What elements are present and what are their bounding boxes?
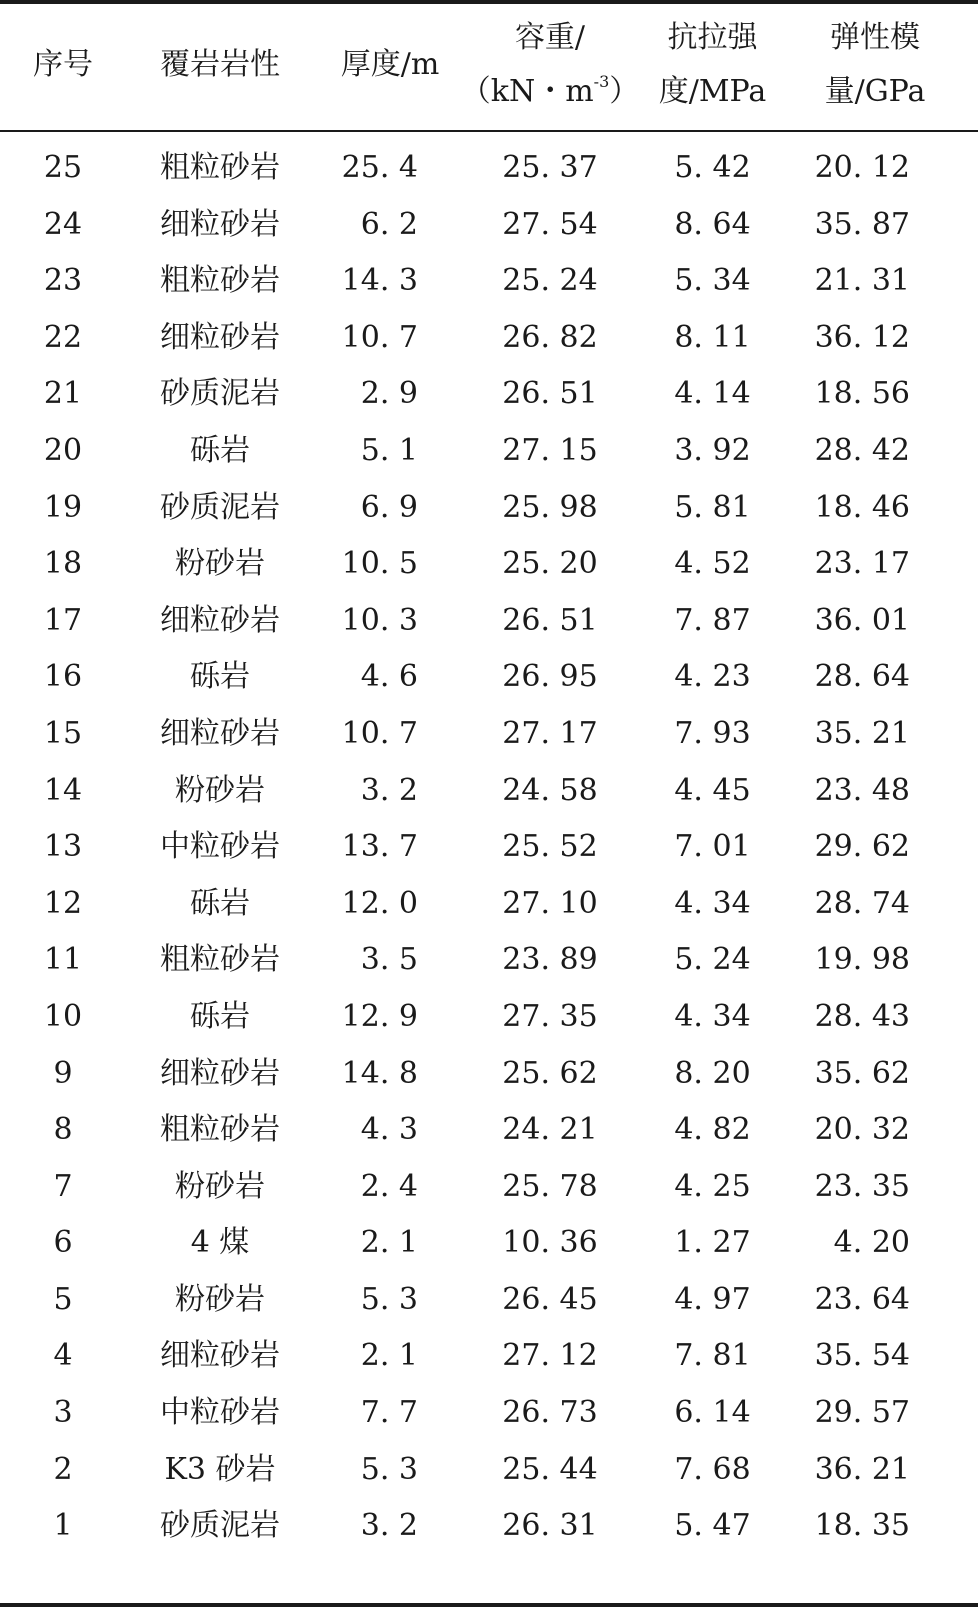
cell-no: 11 [43,942,83,978]
cell-thickness: 3. 2 [360,772,418,808]
cell-lithology: 细粒砂岩 [160,602,280,638]
cell-no: 20 [43,432,83,468]
cell-lithology: 粉砂岩 [175,1168,265,1204]
cell-tensile-strength: 5. 24 [674,942,751,978]
cell-thickness: 5. 3 [360,1451,418,1487]
cell-tensile-strength: 4. 34 [674,885,751,921]
cell-thickness: 12. 0 [341,885,418,921]
cell-elastic-modulus: 21. 31 [814,263,910,299]
table-row [0,423,978,480]
cell-unit-weight: 27. 15 [502,432,598,468]
table-row [0,989,978,1046]
cell-lithology: 细粒砂岩 [160,319,280,355]
cell-thickness: 12. 9 [341,998,418,1034]
cell-lithology: 粉砂岩 [175,1281,265,1317]
cell-thickness: 10. 5 [341,546,418,582]
table-row [0,1159,978,1216]
cell-elastic-modulus: 29. 57 [814,1395,910,1431]
table-row [0,197,978,254]
header-unit-weight-unit: （kN・m [460,74,594,109]
cell-thickness: 4. 6 [360,659,418,695]
cell-unit-weight: 26. 73 [502,1395,598,1431]
cell-no: 21 [43,376,83,412]
cell-thickness: 14. 3 [341,263,418,299]
cell-elastic-modulus: 23. 35 [814,1168,910,1204]
header-thickness-text: 厚度/m [340,47,440,82]
cell-no: 15 [43,715,83,751]
cell-thickness: 10. 3 [341,602,418,638]
cell-no: 1 [53,1508,73,1544]
cell-thickness: 3. 5 [360,942,418,978]
cell-tensile-strength: 4. 52 [674,546,751,582]
cell-tensile-strength: 5. 47 [674,1508,751,1544]
cell-tensile-strength: 7. 81 [674,1338,751,1374]
cell-tensile-strength: 4. 23 [674,659,751,695]
cell-thickness: 5. 1 [360,432,418,468]
table-row [0,1498,978,1555]
cell-lithology: K3 砂岩 [164,1451,276,1487]
cell-lithology: 砂质泥岩 [160,1508,280,1544]
cell-thickness: 2. 9 [360,376,418,412]
table-row [0,140,978,197]
table-header [0,0,978,130]
table-row [0,706,978,763]
cell-tensile-strength: 6. 14 [674,1395,751,1431]
cell-unit-weight: 26. 31 [502,1508,598,1544]
cell-no: 9 [53,1055,73,1091]
table-row [0,310,978,367]
table-row [0,932,978,989]
table-row [0,253,978,310]
cell-elastic-modulus: 35. 21 [814,715,910,751]
cell-unit-weight: 26. 51 [502,376,598,412]
cell-lithology: 粗粒砂岩 [160,150,280,185]
header-tensile-line1: 抗拉强 [667,20,758,55]
cell-lithology: 砂质泥岩 [160,489,280,525]
table-row [0,1328,978,1385]
header-unit-weight-close: ） [609,74,640,109]
table-row [0,1272,978,1329]
cell-thickness: 10. 7 [341,319,418,355]
header-unit-weight-exponent: -3 [593,72,610,91]
header-tensile-line2: 度/MPa [658,74,767,109]
cell-elastic-modulus: 4. 20 [833,1225,910,1261]
cell-lithology: 中粒砂岩 [160,1395,280,1431]
cell-thickness: 6. 9 [360,489,418,525]
cell-elastic-modulus: 20. 12 [814,150,910,185]
header-unit-weight [460,0,640,130]
table-row [0,819,978,876]
cell-tensile-strength: 4. 82 [674,1112,751,1148]
cell-lithology: 砾岩 [190,432,250,468]
cell-tensile-strength: 4. 25 [674,1168,751,1204]
cell-unit-weight: 27. 10 [502,885,598,921]
header-unit-weight-line1: 容重/ [514,20,586,55]
cell-elastic-modulus: 36. 01 [814,602,910,638]
table-row [0,536,978,593]
cell-tensile-strength: 7. 68 [674,1451,751,1487]
cell-tensile-strength: 4. 34 [674,998,751,1034]
cell-tensile-strength: 1. 27 [674,1225,751,1261]
header-unit-weight-line2 [461,65,639,119]
cell-no: 2 [53,1451,73,1487]
table-row [0,366,978,423]
table-row [0,1442,978,1499]
cell-no: 18 [43,546,83,582]
cell-lithology: 粗粒砂岩 [160,1112,280,1148]
table-header-rule [0,130,978,132]
header-thickness [330,0,450,130]
cell-unit-weight: 25. 37 [502,150,598,185]
cell-elastic-modulus: 18. 56 [814,376,910,412]
table-row [0,649,978,706]
header-lithology-text: 覆岩岩性 [160,47,280,82]
table-row [0,1046,978,1103]
cell-tensile-strength: 8. 64 [674,206,751,242]
header-tensile-strength [640,0,785,130]
cell-unit-weight: 27. 12 [502,1338,598,1374]
header-modulus-line1: 弹性模 [830,20,920,55]
cell-no: 7 [53,1168,73,1204]
cell-tensile-strength: 7. 93 [674,715,751,751]
cell-unit-weight: 25. 62 [502,1055,598,1091]
cell-unit-weight: 26. 51 [502,602,598,638]
header-lithology [140,0,300,130]
cell-tensile-strength: 8. 20 [674,1055,751,1091]
cell-elastic-modulus: 29. 62 [814,829,910,865]
cell-elastic-modulus: 36. 21 [814,1451,910,1487]
cell-thickness: 3. 2 [360,1508,418,1544]
cell-unit-weight: 27. 17 [502,715,598,751]
cell-thickness: 10. 7 [341,715,418,751]
cell-tensile-strength: 4. 45 [674,772,751,808]
cell-tensile-strength: 8. 11 [674,319,751,355]
cell-unit-weight: 27. 35 [502,998,598,1034]
cell-lithology: 粗粒砂岩 [160,942,280,978]
cell-no: 3 [53,1395,73,1431]
table-row [0,876,978,933]
cell-no: 5 [53,1281,73,1317]
cell-unit-weight: 25. 24 [502,263,598,299]
table-body [0,140,978,1555]
cell-no: 14 [43,772,83,808]
cell-elastic-modulus: 20. 32 [814,1112,910,1148]
cell-tensile-strength: 3. 92 [674,432,751,468]
cell-elastic-modulus: 35. 62 [814,1055,910,1091]
cell-no: 19 [43,489,83,525]
cell-no: 6 [53,1225,73,1261]
cell-thickness: 2. 4 [360,1168,418,1204]
cell-tensile-strength: 5. 81 [674,489,751,525]
cell-thickness: 4. 3 [360,1112,418,1148]
header-modulus-line2: 量/GPa [824,74,926,109]
cell-elastic-modulus: 19. 98 [814,942,910,978]
cell-elastic-modulus: 28. 42 [814,432,910,468]
cell-lithology: 砾岩 [190,659,250,695]
cell-thickness: 13. 7 [341,829,418,865]
cell-tensile-strength: 5. 42 [674,150,751,185]
cell-tensile-strength: 7. 01 [674,829,751,865]
cell-thickness: 7. 7 [360,1395,418,1431]
header-elastic-modulus [800,0,950,130]
cell-thickness: 25. 4 [341,150,418,185]
cell-unit-weight: 25. 44 [502,1451,598,1487]
table-row [0,593,978,650]
cell-thickness: 6. 2 [360,206,418,242]
cell-lithology: 中粒砂岩 [160,829,280,865]
cell-elastic-modulus: 28. 74 [814,885,910,921]
cell-no: 24 [43,206,83,242]
cell-unit-weight: 26. 95 [502,659,598,695]
cell-thickness: 5. 3 [360,1281,418,1317]
cell-lithology: 细粒砂岩 [160,1055,280,1091]
cell-unit-weight: 25. 98 [502,489,598,525]
cell-elastic-modulus: 23. 17 [814,546,910,582]
cell-no: 25 [43,150,83,185]
cell-elastic-modulus: 23. 64 [814,1281,910,1317]
cell-unit-weight: 24. 21 [502,1112,598,1148]
cell-lithology: 粉砂岩 [175,772,265,808]
cell-unit-weight: 23. 89 [502,942,598,978]
cell-elastic-modulus: 28. 64 [814,659,910,695]
cell-thickness: 2. 1 [360,1338,418,1374]
cell-no: 13 [43,829,83,865]
cell-no: 22 [43,319,83,355]
cell-unit-weight: 25. 52 [502,829,598,865]
table-row [0,1385,978,1442]
cell-lithology: 砾岩 [190,885,250,921]
cell-lithology: 粉砂岩 [175,546,265,582]
cell-no: 10 [43,998,83,1034]
cell-no: 4 [53,1338,73,1374]
cell-elastic-modulus: 23. 48 [814,772,910,808]
table-bottom-rule [0,1603,978,1607]
cell-lithology: 细粒砂岩 [160,715,280,751]
cell-no: 12 [43,885,83,921]
table-row [0,1102,978,1159]
cell-lithology: 细粒砂岩 [160,1338,280,1374]
table-row [0,1215,978,1272]
cell-no: 17 [43,602,83,638]
cell-tensile-strength: 4. 97 [674,1281,751,1317]
header-no-text: 序号 [33,47,93,82]
cell-tensile-strength: 4. 14 [674,376,751,412]
cell-thickness: 2. 1 [360,1225,418,1261]
cell-lithology: 4 煤 [190,1225,250,1261]
cell-unit-weight: 25. 78 [502,1168,598,1204]
cell-tensile-strength: 7. 87 [674,602,751,638]
cell-elastic-modulus: 18. 46 [814,489,910,525]
cell-elastic-modulus: 18. 35 [814,1508,910,1544]
cell-elastic-modulus: 35. 54 [814,1338,910,1374]
cell-elastic-modulus: 35. 87 [814,206,910,242]
cell-lithology: 粗粒砂岩 [160,263,280,299]
table-row [0,763,978,820]
cell-tensile-strength: 5. 34 [674,263,751,299]
cell-lithology: 砾岩 [190,998,250,1034]
cell-no: 23 [43,263,83,299]
cell-unit-weight: 27. 54 [502,206,598,242]
cell-lithology: 细粒砂岩 [160,206,280,242]
cell-elastic-modulus: 28. 43 [814,998,910,1034]
cell-elastic-modulus: 36. 12 [814,319,910,355]
cell-lithology: 砂质泥岩 [160,376,280,412]
cell-unit-weight: 25. 20 [502,546,598,582]
cell-unit-weight: 26. 82 [502,319,598,355]
cell-unit-weight: 26. 45 [502,1281,598,1317]
table-row [0,480,978,537]
cell-unit-weight: 24. 58 [502,772,598,808]
cell-no: 8 [53,1112,73,1148]
cell-no: 16 [43,659,83,695]
cell-unit-weight: 10. 36 [502,1225,598,1261]
cell-thickness: 14. 8 [341,1055,418,1091]
header-no [13,0,113,130]
